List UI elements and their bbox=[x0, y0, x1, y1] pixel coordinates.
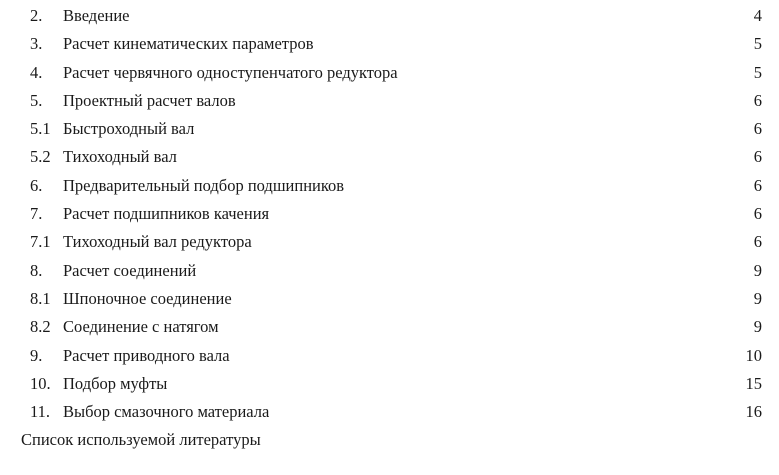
toc-item-number: 7.1 bbox=[30, 232, 51, 252]
toc-item-title: Проектный расчет валов bbox=[63, 90, 236, 110]
toc-row bbox=[0, 30, 762, 58]
toc-item-title: Шпоночное соединение bbox=[63, 288, 232, 308]
toc-item-page: 10 bbox=[745, 345, 762, 365]
toc-item-page: 6 bbox=[753, 204, 762, 224]
toc-item-number: 5.2 bbox=[30, 147, 51, 167]
toc-item-page: 9 bbox=[753, 288, 762, 308]
toc-item-title: Расчет кинематических параметров bbox=[63, 34, 314, 54]
toc-item-title: Список используемой литературы bbox=[21, 430, 261, 450]
toc-item-number: 8. bbox=[30, 260, 43, 280]
toc-item-page: 5 bbox=[753, 34, 762, 54]
toc-row bbox=[0, 370, 762, 398]
toc-item-number: 4. bbox=[30, 62, 43, 82]
toc-item-page: 6 bbox=[753, 232, 762, 252]
toc-item-page: 15 bbox=[745, 373, 762, 393]
toc-row bbox=[0, 87, 762, 115]
toc-item-number: 8.2 bbox=[30, 317, 51, 337]
toc-item-title: Тихоходный вал редуктора bbox=[63, 232, 252, 252]
toc-item-title: Быстроходный вал bbox=[63, 119, 195, 139]
toc-item-title: Тихоходный вал bbox=[63, 147, 177, 167]
toc-item-number: 9. bbox=[30, 345, 43, 365]
toc-row bbox=[0, 59, 762, 87]
toc-item-title: Подбор муфты bbox=[63, 373, 168, 393]
toc-item-page: 6 bbox=[753, 175, 762, 195]
toc-item-title: Предварительный подбор подшипников bbox=[63, 175, 345, 195]
toc-item-title: Расчет подшипников качения bbox=[63, 204, 270, 224]
toc-item-page: 16 bbox=[745, 402, 762, 422]
toc-item-title: Расчет соединений bbox=[63, 260, 197, 280]
toc-item-title: Расчет червячного одноступенчатого редуктора bbox=[63, 62, 398, 82]
toc-row bbox=[0, 313, 762, 341]
toc-item-page: 5 bbox=[753, 62, 762, 82]
toc-item-title: Расчет приводного вала bbox=[63, 345, 230, 365]
toc-item-page: 6 bbox=[753, 119, 762, 139]
toc-item-number: 2. bbox=[30, 6, 43, 25]
toc-item-number: 8.1 bbox=[30, 288, 51, 308]
toc-row bbox=[0, 257, 762, 285]
toc-row bbox=[0, 200, 762, 228]
toc-item-title: Соединение с натягом bbox=[63, 317, 219, 337]
toc-item-title: Введение bbox=[63, 6, 130, 25]
toc-item-number: 6. bbox=[30, 175, 43, 195]
toc-item-number: 11. bbox=[30, 402, 51, 422]
toc-row bbox=[0, 2, 762, 30]
toc-item-page: 9 bbox=[753, 317, 762, 337]
toc-row bbox=[0, 228, 762, 256]
toc-item-page: 4 bbox=[753, 6, 762, 25]
toc-row bbox=[0, 143, 762, 171]
toc-row bbox=[0, 172, 762, 200]
toc-item-title: Выбор смазочного материала bbox=[63, 402, 270, 422]
toc-item-number: 5.1 bbox=[30, 119, 51, 139]
toc-item-number: 10. bbox=[30, 373, 51, 393]
toc-item-number: 3. bbox=[30, 34, 43, 54]
toc-item-number: 7. bbox=[30, 204, 43, 224]
toc-row bbox=[0, 342, 762, 370]
toc-row bbox=[0, 285, 762, 313]
toc-item-page: 6 bbox=[753, 90, 762, 110]
toc-row bbox=[0, 115, 762, 143]
toc-row bbox=[0, 398, 762, 426]
toc-row-bibliography bbox=[0, 426, 762, 454]
toc-item-page: 9 bbox=[753, 260, 762, 280]
toc-item-number: 5. bbox=[30, 90, 43, 110]
toc-item-page: 6 bbox=[753, 147, 762, 167]
